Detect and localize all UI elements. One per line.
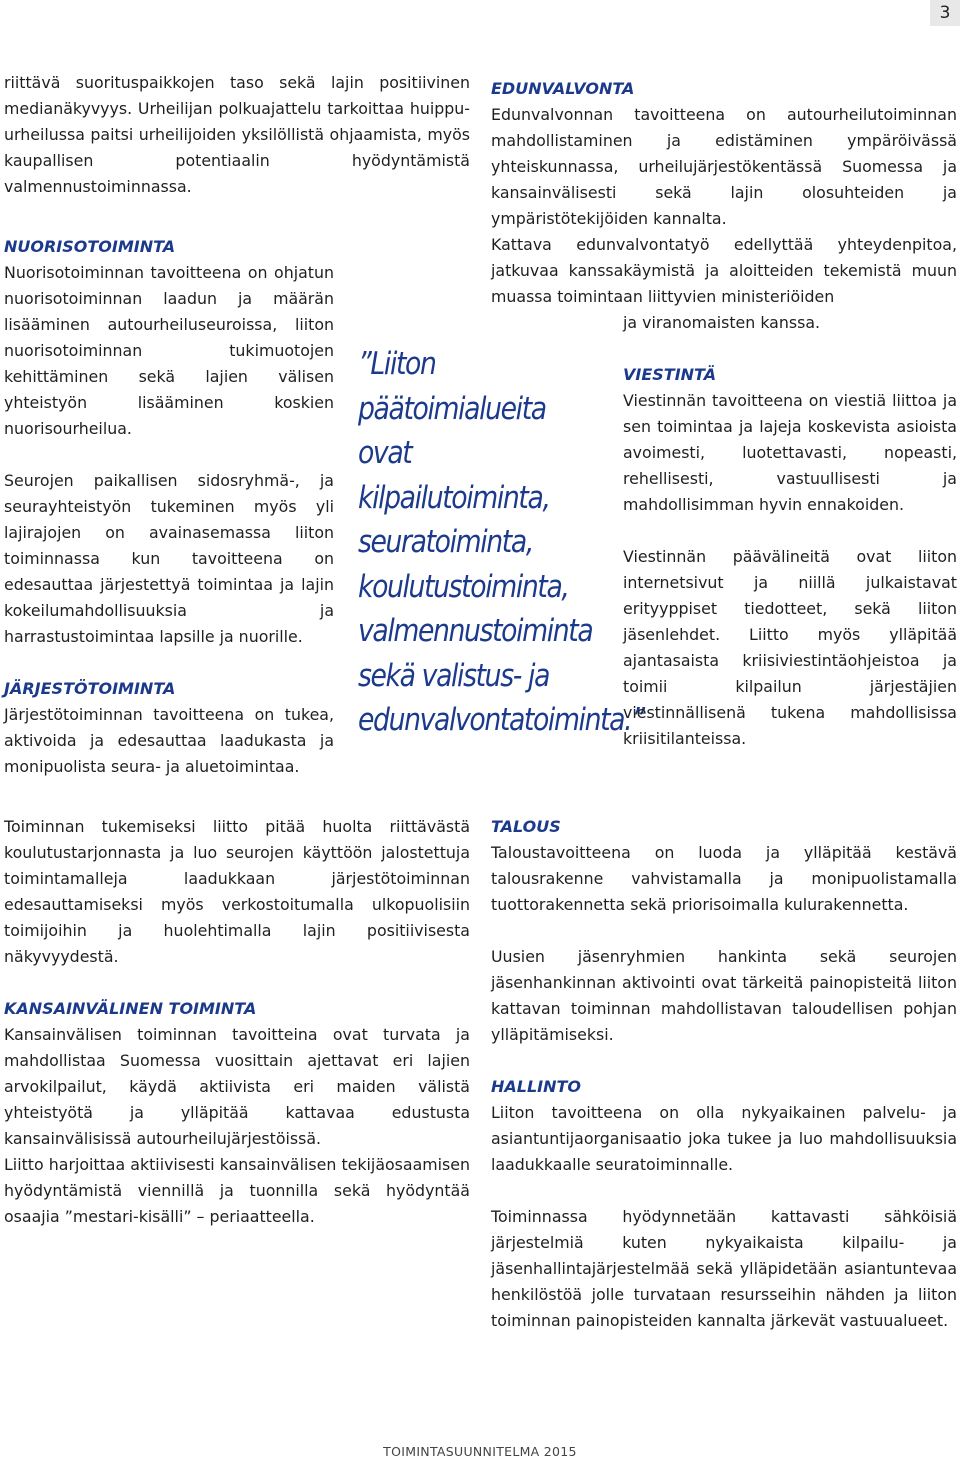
kansainvalinen-paragraph: Kansainvälisen toiminnan tavoitteina ovat turvata ja mahdollistaa Suomessa vuosittain ajettavat eri lajien arvokilpailut, käydä aktiivista eri maiden välistä yhteistyötä ja ylläpitää kattavaa edustusta kansainvälisissä autourheilujärjestöissä. (4, 1025, 470, 1148)
talous-paragraph: Taloustavoitteena on luoda ja ylläpitää kestävä talousrakenne vahvistamalla ja monipuolistamalla tuottorakennetta sekä priorisoimalla kulurakennetta. (491, 843, 957, 914)
viestinta-section (623, 310, 957, 752)
kansainvalinen-heading: KANSAINVÄLINEN TOIMINTA (4, 999, 257, 1018)
intro-section (4, 70, 470, 200)
nuoriso-body (4, 260, 334, 780)
hallinto-paragraph-2: Toiminnassa hyödynnetään kattavasti sähköisiä järjestelmiä kuten nykyaikaista kilpailu- ja jäsenhallintajärjestelmää sekä ylläpidetään asiantuntevaa henkilöstöä jolle turvataan resursseihin nähden ja liiton toiminnan painopisteiden kannalta järkevät vastuualueet. (491, 1207, 957, 1330)
talous-heading: TALOUS (491, 817, 561, 836)
nuoriso-section (4, 234, 470, 260)
viestinta-paragraph-2: Viestinnän päävälineitä ovat liiton internetsivut ja niillä julkaistavat erityyppiset tiedotteet, sekä liiton jäsenlehdet. Liitto myös ylläpitää ajantasaista kriisiviestintäohjeistoa ja toimii kilpailun järjestäjien viestinnällisenä tukena mahdollisissa kriisitilanteissa. (623, 547, 957, 748)
edunvalvonta-section (491, 76, 957, 310)
edunvalvonta-paragraph-3: ja viranomaisten kanssa. (623, 313, 821, 332)
page-number: 3 (930, 0, 960, 26)
viestinta-heading: VIESTINTÄ (623, 365, 717, 384)
left-bottom-section (4, 814, 470, 1230)
edunvalvonta-heading: EDUNVALVONTA (491, 79, 635, 98)
pull-quote: ”Liiton päätoimialueita ovat kilpailutoiminta, seuratoiminta, koulutustoiminta, valmennustoiminta sekä valistus- ja edunvalvontatoiminta.” (358, 346, 644, 738)
tukeminen-paragraph: Toiminnan tukemiseksi liitto pitää huolta riittävästä koulutustarjonnasta ja luo seurojen käyttöön jalostettuja toimintamalleja laadukkaan järjestötoiminnan edesauttamiseksi myös verkostoitumalla ulkopuolisiin toimijoihin ja huolehtimalla lajin positiivisesta näkyvyydestä. (4, 817, 470, 966)
nuoriso-heading: NUORISOTOIMINTA (4, 237, 176, 256)
edunvalvonta-paragraph: Edunvalvonnan tavoitteena on autourheilutoiminnan mahdollistaminen ja edistäminen ympäröivässä yhteiskunnassa, urheilujärjestökentässä Suomessa ja kansainvälisesti sekä lajin olosuhteiden ja ympäristötekijöiden kannalta. (491, 105, 957, 228)
jarjesto-paragraph: Järjestötoiminnan tavoitteena on tukea, aktivoida ja edesauttaa laadukasta ja monipuolista seura- ja aluetoimintaa. (4, 705, 334, 776)
hallinto-paragraph: Liiton tavoitteena on olla nykyaikainen palvelu- ja asiantuntijaorganisaatio joka tukee ja luo mahdollisuuksia laadukkaalle seuratoiminnalle. (491, 1103, 957, 1174)
kansainvalinen-paragraph-2: Liitto harjoittaa aktiivisesti kansainvälisen tekijäosaamisen hyödyntämistä viennillä ja tuonnilla sekä hyödyntää osaajia ”mestari-kisälli” – periaatteella. (4, 1155, 470, 1226)
hallinto-heading: HALLINTO (491, 1077, 582, 1096)
edunvalvonta-paragraph-2: Kattava edunvalvontatyö edellyttää yhteydenpitoa, jatkuvaa kanssakäymistä ja aloitteiden tekemistä muun muassa toimintaan liittyvien ministeriöiden (491, 235, 957, 306)
right-bottom-section (491, 814, 957, 1334)
talous-paragraph-2: Uusien jäsenryhmien hankinta sekä seurojen jäsenhankinnan aktivointi ovat tärkeitä painopisteitä liiton kattavan toiminnan mahdollistavan taloudellisen pohjan ylläpitämiseksi. (491, 947, 957, 1044)
jarjesto-heading: JÄRJESTÖTOIMINTA (4, 679, 176, 698)
viestinta-paragraph: Viestinnän tavoitteena on viestiä liittoa ja sen toimintaa ja lajeja koskevista asioista avoimesti, luotettavasti, nopeasti, rehellisesti, vastuullisesti ja mahdollisimman hyvin ennakoiden. (623, 391, 957, 514)
seurat-paragraph: Seurojen paikallisen sidosryhmä-, ja seurayhteistyön tukeminen myös yli lajirajojen on avainasemassa liiton toiminnassa kun tavoitteena on edesauttaa järjestettyä toimintaa ja lajin kokeilumahdollisuuksia ja harrastustoimintaa lapsille ja nuorille. (4, 471, 334, 646)
nuoriso-paragraph: Nuorisotoiminnan tavoitteena on ohjatun nuorisotoiminnan laadun ja määrän lisääminen autourheiluseuroissa, liiton nuorisotoiminnan tukimuotojen kehittäminen sekä lajien välisen yhteistyön lisääminen koskien nuorisourheilua. (4, 263, 334, 438)
intro-paragraph: riittävä suorituspaikkojen taso sekä lajin positiivinen medianäkyvyys. Urheilijan polkuajattelu tarkoittaa huippu-urheilussa paitsi urheilijoiden yksilöllistä ohjaamista, myös kaupallisen potentiaalin hyödyntämistä valmennustoiminnassa. (4, 73, 470, 196)
footer-title: TOIMINTASUUNNITELMA 2015 (383, 1444, 577, 1459)
